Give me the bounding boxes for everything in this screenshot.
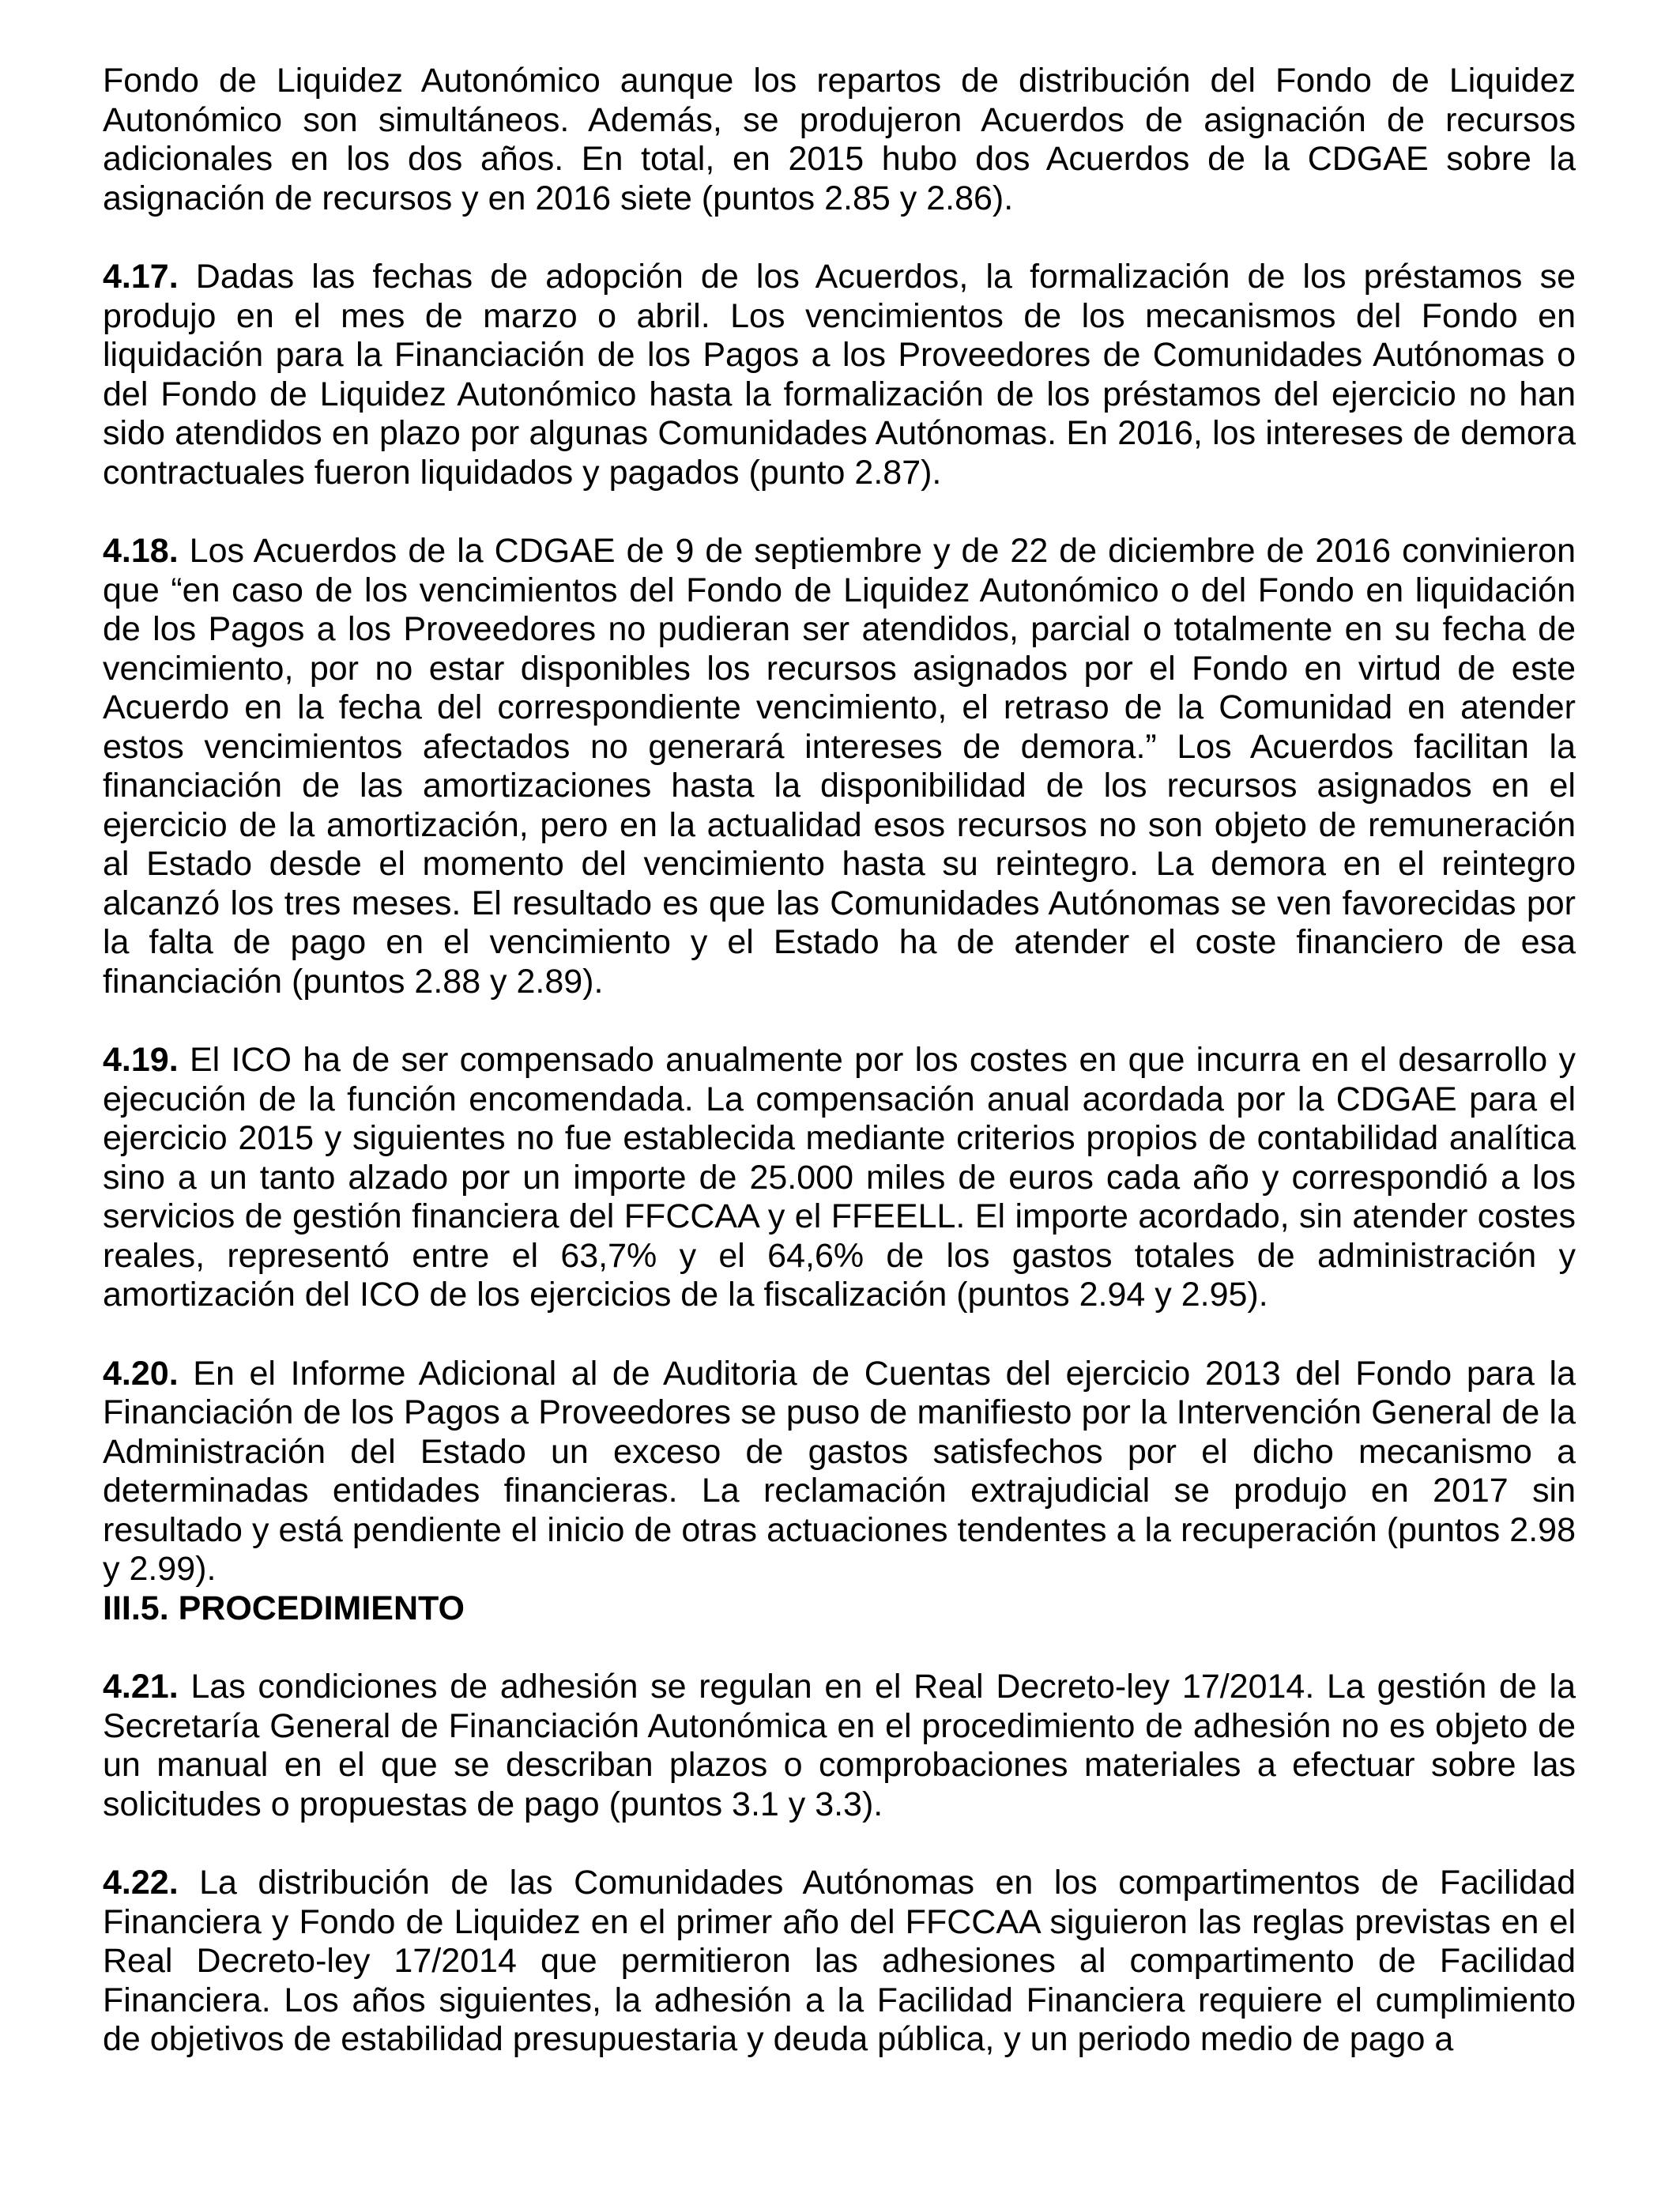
paragraph-text: La distribución de las Comunidades Autónomas en los compartimentos de Facilidad Financiera y Fondo de Liquidez en el primer año del FFCCAA siguieron las reglas previstas en el Real Decreto-ley 17/2014 que permitieron las adhesiones al compartimento de Facilidad Financiera. Los años siguientes, la adhesión a la Facilidad Financiera requiere el cumplimiento de objetivos de estabilidad presupuestaria y deuda pública, y un periodo medio de pago a (103, 1864, 1576, 2058)
paragraph-number: 4.20. (103, 1354, 179, 1393)
paragraph-number: 4.19. (103, 1041, 179, 1079)
paragraph-number: 4.22. (103, 1864, 179, 1902)
paragraph-4-18 (103, 532, 1576, 1001)
paragraph-text: Dadas las fechas de adopción de los Acuerdos, la formalización de los préstamos se produjo en el mes de marzo o abril. Los vencimientos de los mecanismos del Fondo en liquidación para la Financiación de los Pagos a los Proveedores de Comunidades Autónomas o del Fondo de Liquidez Autonómico hasta la formalización de los préstamos del ejercicio no han sido atendidos en plazo por algunas Comunidades Autónomas. En 2016, los intereses de demora contractuales fueron liquidados y pagados (punto 2.87). (103, 258, 1576, 492)
paragraph-number: 4.21. (103, 1668, 179, 1706)
section-heading: III.5. PROCEDIMIENTO (103, 1589, 465, 1627)
paragraph-number: 4.17. (103, 258, 179, 296)
paragraph-number: 4.18. (103, 532, 179, 570)
paragraph-text: En el Informe Adicional al de Auditoria de Cuentas del ejercicio 2013 del Fondo para la Financiación de los Pagos a Proveedores se puso de manifiesto por la Intervención General de la Administración del Estado un exceso de gastos satisfechos por el dicho mecanismo a determinadas entidades financieras. La reclamación extrajudicial se produjo en 2017 sin resultado y está pendiente el inicio de otras actuaciones tendentes a la recuperación (puntos 2.98 y 2.99). (103, 1354, 1576, 1588)
paragraph-text: Fondo de Liquidez Autonómico aunque los repartos de distribución del Fondo de Liquidez Autonómico son simultáneos. Además, se produjeron Acuerdos de asignación de recursos adicionales en los dos años. En total, en 2015 hubo dos Acuerdos de la CDGAE sobre la asignación de recursos y en 2016 siete (puntos 2.85 y 2.86). (103, 62, 1576, 217)
paragraph-continuation (103, 62, 1576, 218)
paragraph-text: Las condiciones de adhesión se regulan en el Real Decreto-ley 17/2014. La gestión de la Secretaría General de Financiación Autonómica en el procedimiento de adhesión no es objeto de un manual en el que se describan plazos o comprobaciones materiales a efectuar sobre las solicitudes o propuestas de pago (puntos 3.1 y 3.3). (103, 1668, 1576, 1823)
paragraph-4-20 (103, 1355, 1576, 1589)
paragraph-4-19 (103, 1041, 1576, 1315)
paragraph-text: El ICO ha de ser compensado anualmente por los costes en que incurra en el desarrollo y ejecución de la función encomendada. La compensación anual acordada por la CDGAE para el ejercicio 2015 y siguientes no fue establecida mediante criterios propios de contabilidad analítica sino a un tanto alzado por un importe de 25.000 miles de euros cada año y correspondió a los servicios de gestión financiera del FFCCAA y el FFEELL. El importe acordado, sin atender costes reales, representó entre el 63,7% y el 64,6% de los gastos totales de administración y amortización del ICO de los ejercicios de la fiscalización (puntos 2.94 y 2.95). (103, 1041, 1576, 1314)
document-page (103, 62, 1576, 2060)
paragraph-text: Los Acuerdos de la CDGAE de 9 de septiembre y de 22 de diciembre de 2016 convinieron que “en caso de los vencimientos del Fondo de Liquidez Autonómico o del Fondo en liquidación de los Pagos a los Proveedores no pudieran ser atendidos, parcial o totalmente en su fecha de vencimiento, por no estar disponibles los recursos asignados por el Fondo en virtud de este Acuerdo en la fecha del correspondiente vencimiento, el retraso de la Comunidad en atender estos vencimientos afectados no generará intereses de demora.” Los Acuerdos facilitan la financiación de las amortizaciones hasta la disponibilidad de los recursos asignados en el ejercicio de la amortización, pero en la actualidad esos recursos no son objeto de remuneración al Estado desde el momento del vencimiento hasta su reintegro. La demora en el reintegro alcanzó los tres meses. El resultado es que las Comunidades Autónomas se ven favorecidas por la falta de pago en el vencimiento y el Estado ha de atender el coste financiero de esa financiación (puntos 2.88 y 2.89). (103, 532, 1576, 1001)
paragraph-4-17 (103, 258, 1576, 492)
paragraph-4-21 (103, 1668, 1576, 1824)
paragraph-4-22 (103, 1864, 1576, 2060)
